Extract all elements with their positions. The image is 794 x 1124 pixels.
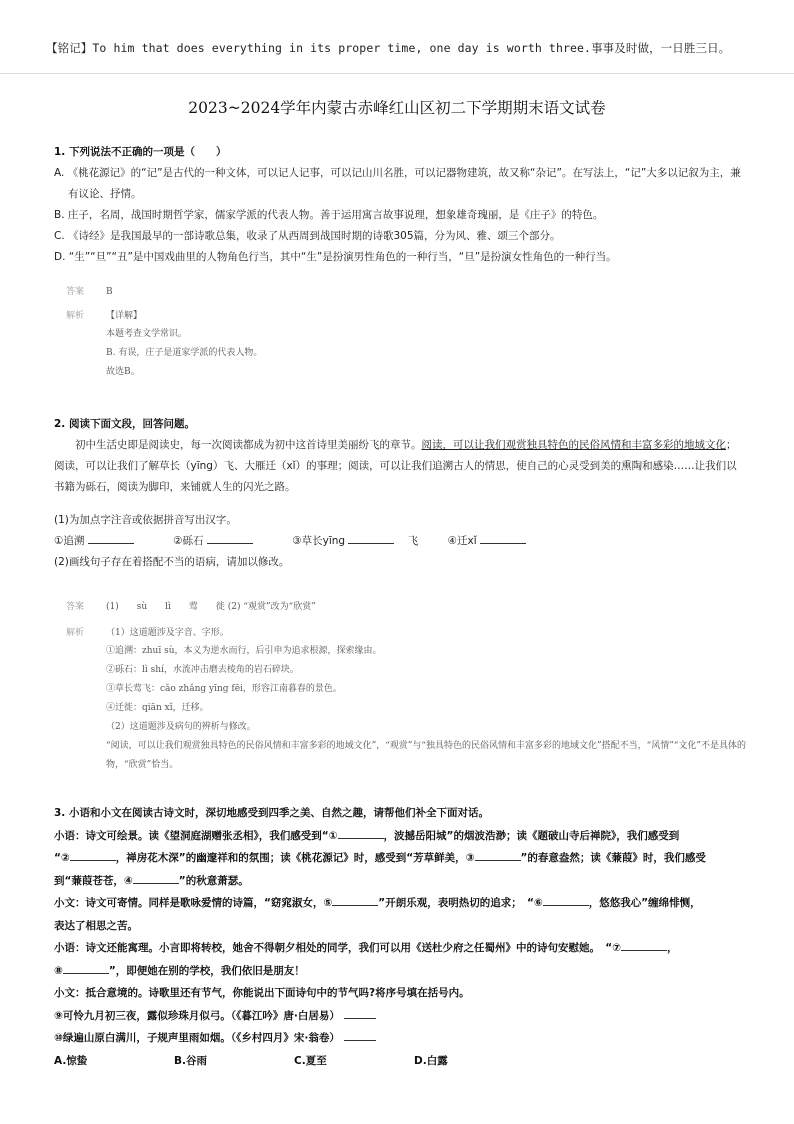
answer-blank[interactable]	[348, 531, 394, 544]
answer-blank[interactable]	[344, 1006, 376, 1019]
pinyin-items: ①追溯 ②砾石 ③草长yīng 飞 ④迁xǐ	[54, 531, 744, 552]
poem-line: ⑨可怜九月初三夜，露似珍珠月似弓。（《暮江吟》唐·白居易）	[54, 1005, 744, 1028]
motto-text: 【铭记】To him that does everything in its proper time, one day is worth three.事事及时做，一日胜三日。	[46, 41, 731, 55]
answer-blank[interactable]	[338, 826, 384, 839]
dialogue-line: 小文：抵合意境的。诗歌里还有节气，你能说出下面诗句中的节气吗?将序号填在括号内。	[54, 987, 470, 999]
answer-label: 答案	[66, 602, 85, 612]
analysis-label: 解析	[66, 628, 85, 638]
question-3	[54, 802, 744, 1072]
option-b: B. 庄子，名周，战国时期哲学家，儒家学派的代表人物。善于运用寓言故事说理，想象雄奇瑰丽，是《庄子》的特色。	[54, 209, 604, 221]
choice-a[interactable]: A.惊蛰	[54, 1054, 88, 1067]
answer-blank[interactable]	[133, 871, 179, 884]
answer-label: 答案	[66, 287, 85, 297]
analysis-line: “阅读，可以让我们观赏独具特色的民俗风情和丰富多彩的地域文化”，“观赏”与“独具特色的民俗风情和丰富多彩的地域文化”搭配不当，“风情”“文化”不是具体的物，“欣赏”恰当。	[106, 741, 747, 770]
sub-question-2: (2)画线句子存在着搭配不当的语病，请加以修改。	[54, 556, 290, 568]
choice-c[interactable]: C.夏至	[294, 1054, 327, 1067]
question-3-head: 3. 小语和小文在阅读古诗文时，深切地感受到四季之美、自然之趣，请帮他们补全下面对话。	[54, 807, 489, 819]
underlined-sentence: 阅读，可以让我们观赏独具特色的民俗风情和丰富多彩的地域文化	[421, 439, 726, 451]
answer-blank[interactable]	[88, 531, 134, 544]
analysis-line: ③草长莺飞：cǎo zhǎng yīng fēi，形容江南暮春的景色。	[106, 684, 342, 694]
motto-banner	[0, 0, 794, 74]
choice-list	[54, 1050, 744, 1073]
dialogue-line: ⑧ ”，即便她在别的学校，我们依旧是朋友！	[54, 960, 744, 983]
option-c: C. 《诗经》是我国最早的一部诗歌总集，收录了从西周到战国时期的诗歌305篇，分为风、雅、颂三个部分。	[54, 230, 561, 242]
reading-passage: 初中生活史即是阅读史，每一次阅读都成为初中这首诗里美丽纷飞的章节。阅读，可以让我们观赏独具特色的民俗风情和丰富多彩的地域文化；阅读，可以让我们了解草长（yīng）飞、大雁迁（xǐ）的事理；阅读，可以让我们追溯古人的情思，使自己的心灵受到美的熏陶和感染……让我们以书籍为砾石，阅读为脚印，来铺就人生的闪光之路。	[54, 439, 737, 493]
answer-blank[interactable]	[207, 531, 253, 544]
analysis-label: 解析	[66, 311, 85, 321]
option-d: D. “生”“旦”“丑”是中国戏曲里的人物角色行当，其中“生”是扮演男性角色的一种行当，“旦”是扮演女性角色的一种行当。	[54, 251, 617, 263]
answer-blank[interactable]	[621, 938, 667, 951]
answer-blank[interactable]	[344, 1028, 376, 1041]
question-1-head: 1. 下列说法不正确的一项是（ ）	[54, 146, 227, 158]
analysis-line: 故选B。	[106, 367, 140, 377]
answer-block-2	[66, 598, 746, 775]
answer-blank[interactable]	[543, 893, 589, 906]
dialogue-line: 小语：诗文还能寓理。小言即将转校，她舍不得朝夕相处的同学，我们可以用《送杜少府之任蜀州》中的诗句安慰她。 “⑦ ，	[54, 937, 744, 960]
dialogue-line: 表达了相思之苦。	[54, 919, 138, 932]
choice-d[interactable]: D.白露	[414, 1054, 448, 1067]
page-title: 2023~2024学年内蒙古赤峰红山区初二下学期期末语文试卷	[188, 99, 606, 117]
analysis-line: 本题考查文学常识。	[106, 329, 188, 339]
analysis-line: 【详解】	[106, 311, 143, 321]
answer-value: B	[106, 287, 113, 297]
dialogue-line: 小语：诗文可绘景。读《望洞庭湖赠张丞相》，我们感受到“① ，波撼岳阳城”的烟波浩渺；读《题破山寺后禅院》，我们感受到	[54, 825, 744, 848]
analysis-line: ②砾石：lì shí，水流冲击磨去棱角的岩石碎块。	[106, 665, 299, 675]
dialogue-line: “② ，禅房花木深”的幽邃祥和的氛围；读《桃花源记》时，感受到“芳草鲜美，③ ”的春意盎然；读《蒹葭》时，我们感受	[54, 847, 744, 870]
option-a: A. 《桃花源记》的“记”是古代的一种文体，可以记人记事，可以记山川名胜，可以记器物建筑，故又称“杂记”。在写法上，“记”大多以记叙为主，兼有议论、抒情。	[54, 167, 741, 200]
answer-blank[interactable]	[475, 848, 521, 861]
analysis-line: （1）这道题涉及字音、字形。	[106, 628, 229, 638]
answer-blank[interactable]	[332, 893, 378, 906]
answer-blank[interactable]	[480, 531, 526, 544]
dialogue-line: 到“蒹葭苍苍，④ ”的秋意萧瑟。	[54, 870, 744, 893]
choice-b[interactable]: B.谷雨	[174, 1054, 207, 1067]
analysis-line: ④迁徙：qiān xǐ，迁移。	[106, 703, 209, 713]
analysis-line: ①追溯：zhuī sù，本义为逆水而行，后引申为追求根源，探索缘由。	[106, 646, 382, 656]
question-2-head: 2. 阅读下面文段，回答问题。	[54, 418, 195, 430]
answer-value: (1) sù lì 莺 徙 (2) “观赏”改为“欣赏”	[106, 602, 316, 612]
question-1	[54, 142, 744, 268]
answer-blank[interactable]	[63, 961, 109, 974]
analysis-line: （2）这道题涉及病句的辨析与修改。	[106, 722, 256, 732]
question-2	[54, 414, 744, 573]
poem-line: ⑩绿遍山原白满川，子规声里雨如烟。（《乡村四月》宋·翁卷）	[54, 1027, 744, 1050]
dialogue-line: 小文：诗文可寄情。同样是歌咏爱情的诗篇，“窈窕淑女，⑤ ”开朗乐观，表明热切的追求； “⑥ ，悠悠我心”缠绵悱恻，	[54, 892, 744, 915]
sub-question-1: (1)为加点字注音或依据拼音写出汉字。	[54, 514, 237, 526]
answer-blank[interactable]	[70, 848, 116, 861]
analysis-line: B. 有误，庄子是道家学派的代表人物。	[106, 348, 263, 358]
answer-block-1	[66, 283, 746, 382]
